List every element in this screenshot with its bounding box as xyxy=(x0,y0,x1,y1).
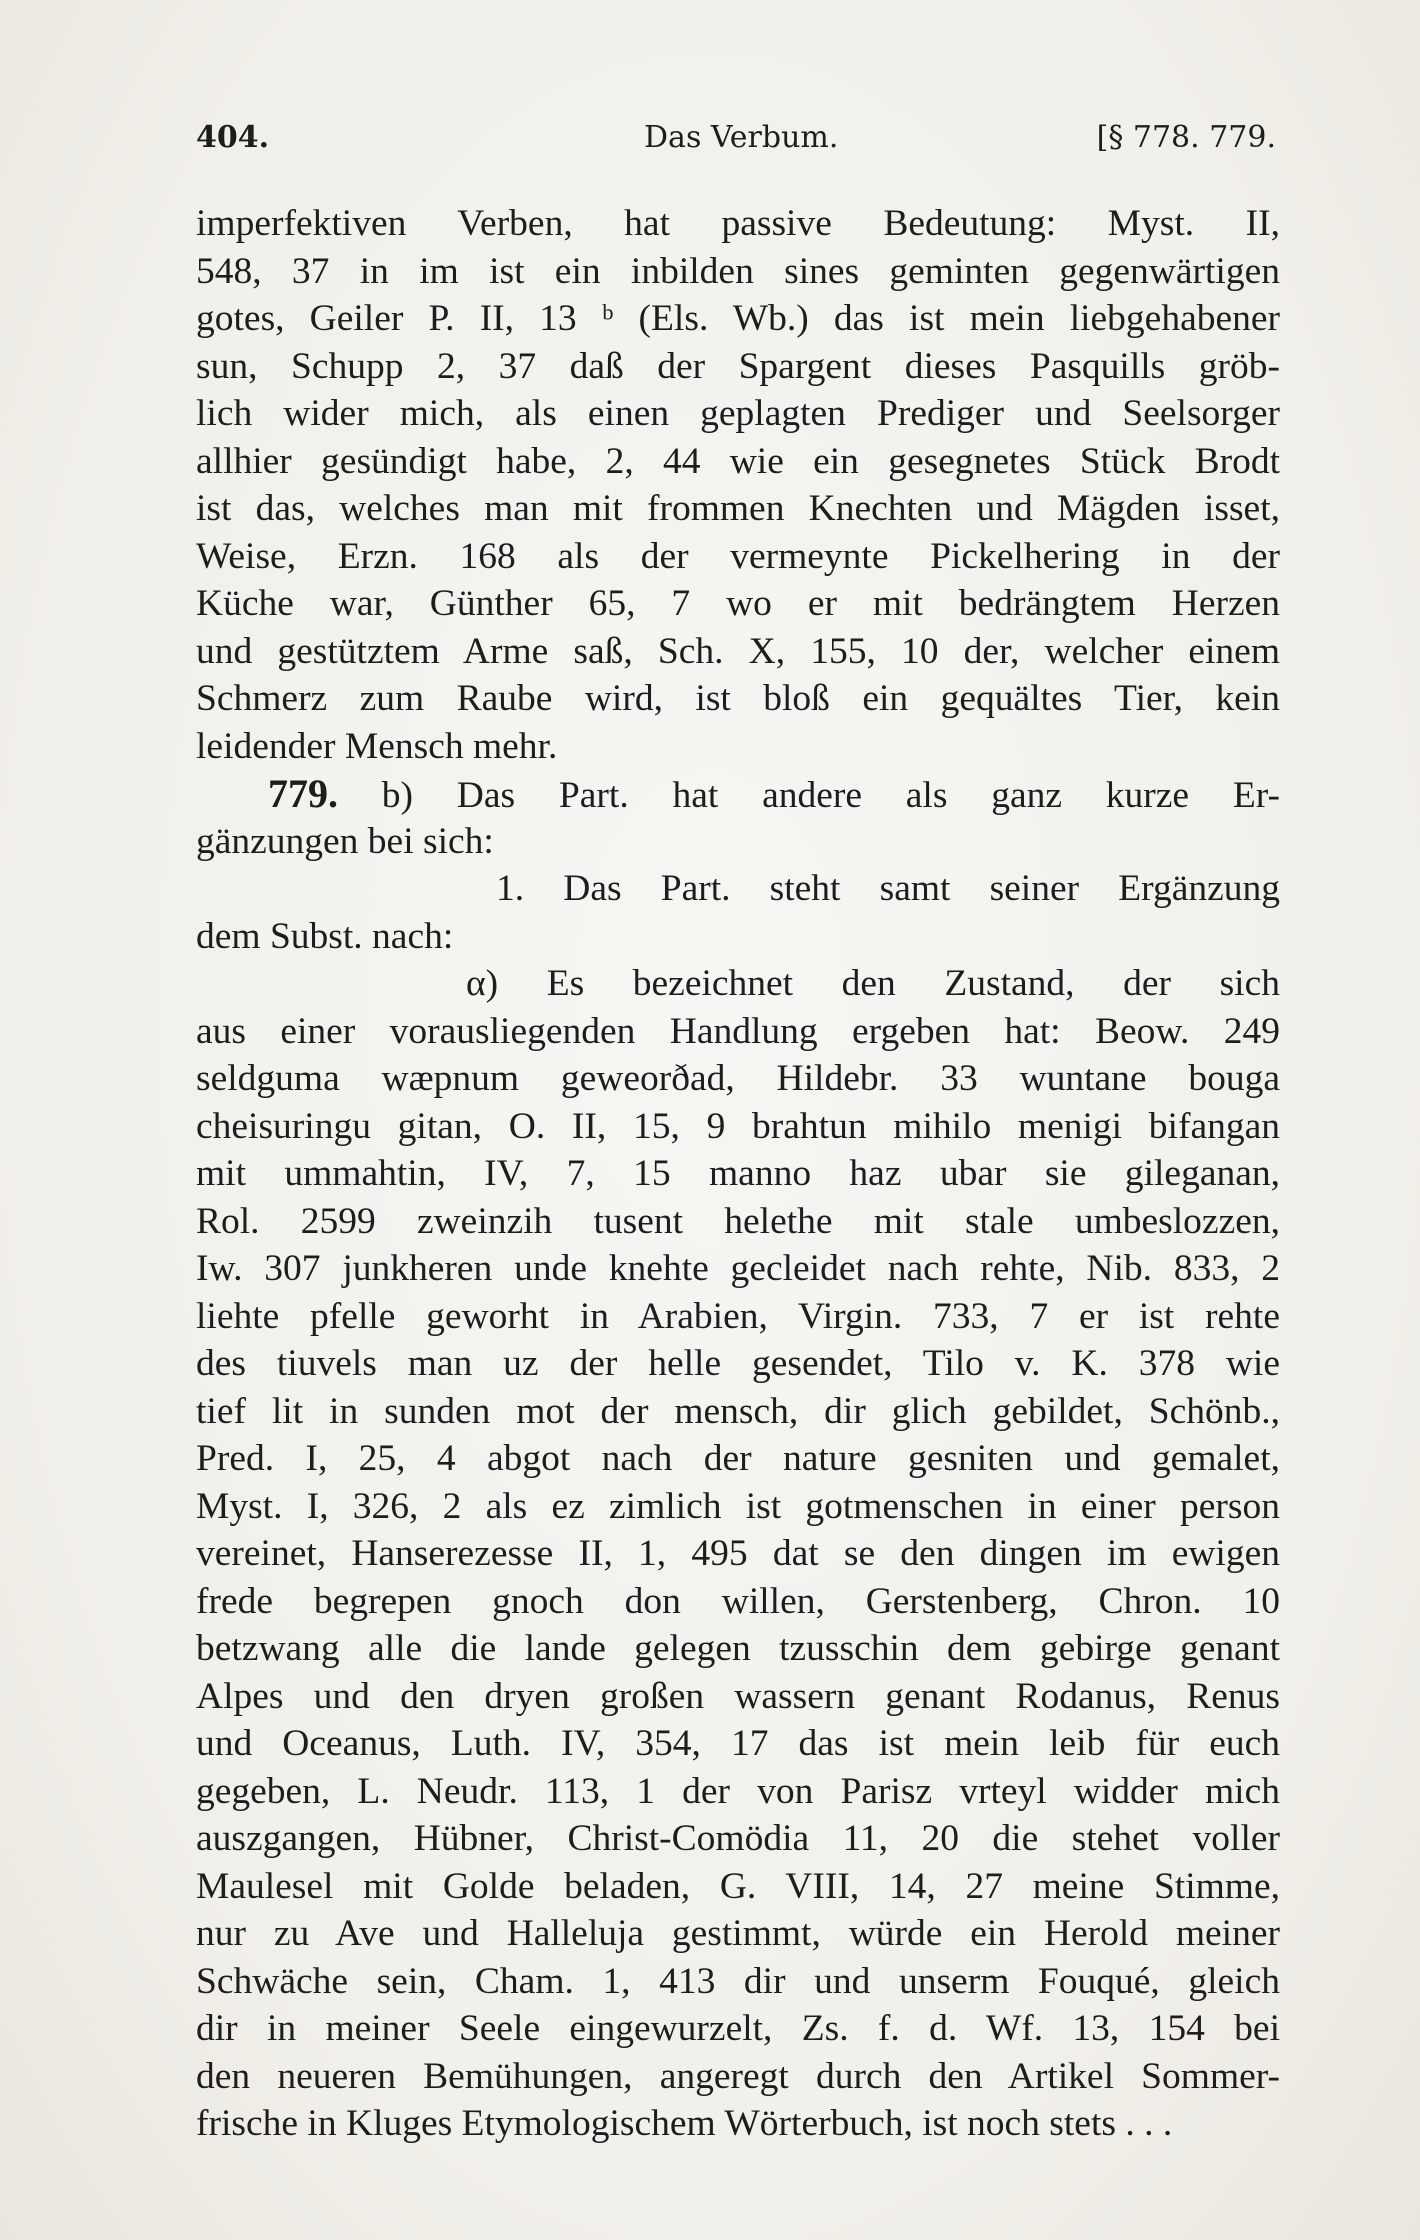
text-line: dem Subst. nach: xyxy=(196,915,454,957)
text-line: leidender Mensch mehr. xyxy=(196,725,558,767)
text-line: Weise, Erzn. 168 als der vermeynte Pickelhering in der xyxy=(196,535,1280,577)
body-text xyxy=(196,200,1280,2148)
text-line: gegeben, L. Neudr. 113, 1 der von Parisz vrteyl widder mich xyxy=(196,1770,1280,1812)
text-line: vereinet, Hanserezesse II, 1, 495 dat se den dingen im ewigen xyxy=(196,1533,1280,1574)
text-line: Rol. 2599 zweinzih tusent helethe mit stale umbeslozzen, xyxy=(196,1200,1280,1242)
text-line: und Oceanus, Luth. IV, 354, 17 das ist mein leib für euch xyxy=(196,1723,1280,1764)
text-line: imperfektiven Verben, hat passive Bedeutung: Myst. II, xyxy=(196,203,1280,244)
text-line: lich wider mich, als einen geplagten Prediger und Seelsorger xyxy=(196,393,1280,434)
text-line: auszgangen, Hübner, Christ-Comödia 11, 20 die stehet voller xyxy=(196,1818,1280,1859)
running-title: Das Verbum. xyxy=(644,120,839,155)
text-line: Maulesel mit Golde beladen, G. VIII, 14, 27 meine Stimme, xyxy=(196,1865,1280,1907)
text-line: ist das, welches man mit frommen Knechten und Mägden isset, xyxy=(196,488,1280,529)
section-reference: [§ 778. 779. xyxy=(1096,120,1276,155)
text-line: Pred. I, 25, 4 abgot nach der nature gesniten und gemalet, xyxy=(196,1438,1280,1479)
page-number: 404. xyxy=(196,120,270,155)
running-header xyxy=(196,120,1276,160)
subheading-line: 1. Das Part. steht samt seiner Ergänzung xyxy=(496,868,1280,909)
text-line: Alpes und den dryen großen wassern genant Rodanus, Renus xyxy=(196,1675,1280,1717)
text-line: liehte pfelle geworht in Arabien, Virgin. 733, 7 er ist rehte xyxy=(196,1295,1280,1337)
text-line: betzwang alle die lande gelegen tzusschin dem gebirge genant xyxy=(196,1628,1280,1669)
text-line: tief lit in sunden mot der mensch, dir glich gebildet, Schönb., xyxy=(196,1390,1280,1432)
text-line: den neueren Bemühungen, angeregt durch den Artikel Sommer- xyxy=(196,2055,1280,2097)
text-line: aus einer vorausliegenden Handlung ergeben hat: Beow. 249 xyxy=(196,1010,1280,1052)
text-line: Myst. I, 326, 2 als ez zimlich ist gotmenschen in einer person xyxy=(196,1485,1280,1527)
text-line: allhier gesündigt habe, 2, 44 wie ein gesegnetes Stück Brodt xyxy=(196,440,1280,482)
text-line: frede begrepen gnoch don willen, Gerstenberg, Chron. 10 xyxy=(196,1580,1280,1622)
text-line: des tiuvels man uz der helle gesendet, Tilo v. K. 378 wie xyxy=(196,1343,1280,1384)
section-number: 779. xyxy=(268,771,338,816)
text-line: nur zu Ave und Halleluja gestimmt, würde ein Herold meiner xyxy=(196,1913,1280,1954)
text-line: Schmerz zum Raube wird, ist bloß ein gequältes Tier, kein xyxy=(196,678,1280,719)
text-line: sun, Schupp 2, 37 daß der Spargent dieses Pasquills gröb- xyxy=(196,345,1280,387)
text-line: und gestütztem Arme saß, Sch. X, 155, 10 der, welcher einem xyxy=(196,630,1280,672)
text-line: cheisuringu gitan, O. II, 15, 9 brahtun mihilo menigi bifangan xyxy=(196,1105,1280,1147)
text-line: gotes, Geiler P. II, 13 ᵇ (Els. Wb.) das ist mein liebgehabener xyxy=(196,298,1280,339)
text-line: Schwäche sein, Cham. 1, 413 dir und unserm Fouqué, gleich xyxy=(196,1960,1280,2002)
text-line: 548, 37 in im ist ein inbilden sines geminten gegenwärtigen xyxy=(196,250,1280,292)
section-779-line: 779. b) Das Part. hat andere als ganz kurze Er- xyxy=(268,771,1280,816)
text-line: gänzungen bei sich: xyxy=(196,820,494,862)
text-line: frische in Kluges Etymologischem Wörterbuch, ist noch stets . . . xyxy=(196,2103,1173,2144)
text-line: mit ummahtin, IV, 7, 15 manno haz ubar sie gileganan, xyxy=(196,1153,1280,1194)
text-line: Iw. 307 junkheren unde knehte gecleidet nach rehte, Nib. 833, 2 xyxy=(196,1248,1280,1289)
subheading-line: α) Es bezeichnet den Zustand, der sich xyxy=(466,963,1280,1004)
text-line: seldguma wæpnum geweorðad, Hildebr. 33 wuntane bouga xyxy=(196,1058,1280,1099)
text-line: Küche war, Günther 65, 7 wo er mit bedrängtem Herzen xyxy=(196,583,1280,624)
text-line: dir in meiner Seele eingewurzelt, Zs. f. d. Wf. 13, 154 bei xyxy=(196,2008,1280,2049)
